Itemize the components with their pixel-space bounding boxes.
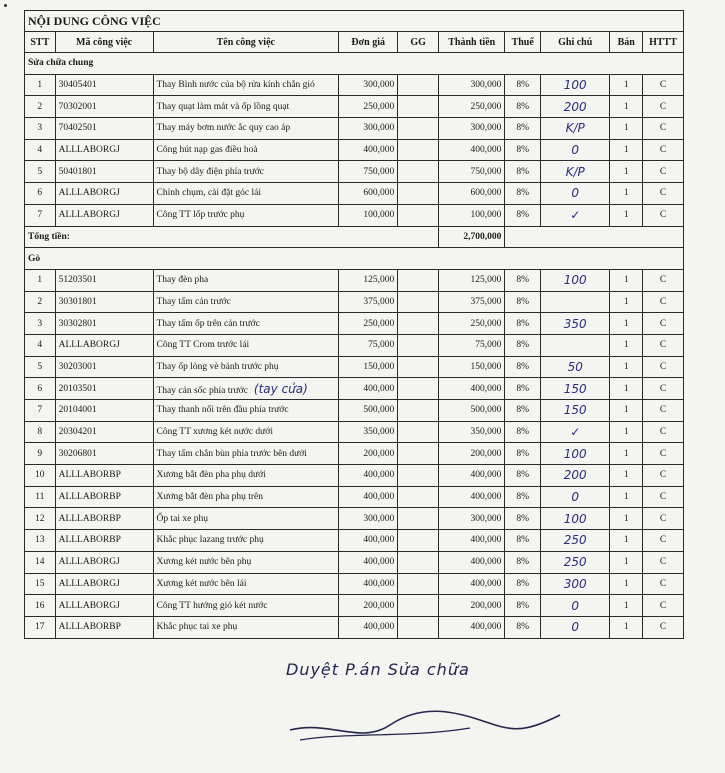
table-row: [25, 183, 684, 205]
table-row: [25, 616, 684, 638]
cell-note: 0: [541, 183, 610, 205]
cell-code: ALLLABORBP: [55, 465, 153, 487]
cell-note: 0: [541, 139, 610, 161]
cell-note: 0: [541, 595, 610, 617]
table-row: [25, 595, 684, 617]
cell-price: 300,000: [339, 74, 398, 96]
column-header: Bán: [610, 32, 643, 53]
cell-httt: C: [643, 486, 684, 508]
cell-httt: C: [643, 400, 684, 422]
cell-name: Thay ốp lòng vè bánh trước phụ: [153, 356, 339, 378]
cell-note: 200: [541, 96, 610, 118]
cell-name: Xương két nước bên phụ: [153, 551, 339, 573]
cell-code: 20304201: [55, 421, 153, 443]
table-row: [25, 486, 684, 508]
cell-gg: [398, 551, 439, 573]
cell-amount: 250,000: [439, 313, 505, 335]
cell-tax: 8%: [505, 465, 541, 487]
cell-code: 20103501: [55, 378, 153, 400]
cell-name: Thay thanh nối trên đầu phía trước: [153, 400, 339, 422]
cell-gg: [398, 269, 439, 291]
cell-stt: 7: [25, 400, 56, 422]
cell-name: Thay bộ dây điện phía trước: [153, 161, 339, 183]
cell-ban: 1: [610, 573, 643, 595]
cell-amount: 250,000: [439, 96, 505, 118]
total-row: [25, 226, 684, 248]
cell-ban: 1: [610, 139, 643, 161]
cell-tax: 8%: [505, 74, 541, 96]
cell-ban: 1: [610, 291, 643, 313]
cell-tax: 8%: [505, 508, 541, 530]
cell-tax: 8%: [505, 161, 541, 183]
cell-note: 100: [541, 74, 610, 96]
cell-tax: 8%: [505, 443, 541, 465]
cell-tax: 8%: [505, 595, 541, 617]
cell-tax: 8%: [505, 616, 541, 638]
cell-gg: [398, 400, 439, 422]
cell-httt: C: [643, 595, 684, 617]
cell-tax: 8%: [505, 356, 541, 378]
cell-code: ALLLABORBP: [55, 616, 153, 638]
cell-stt: 8: [25, 421, 56, 443]
cell-stt: 14: [25, 551, 56, 573]
cell-price: 400,000: [339, 139, 398, 161]
cell-stt: 6: [25, 378, 56, 400]
cell-code: 51203501: [55, 269, 153, 291]
cell-ban: 1: [610, 595, 643, 617]
cell-httt: C: [643, 204, 684, 226]
cell-gg: [398, 421, 439, 443]
total-value: 2,700,000: [439, 226, 505, 248]
cell-note: ✓: [541, 204, 610, 226]
work-table: [24, 10, 684, 639]
cell-name: Thay máy bơm nước ắc quy cao áp: [153, 118, 339, 140]
cell-code: 20104001: [55, 400, 153, 422]
cell-note: [541, 291, 610, 313]
cell-ban: 1: [610, 530, 643, 552]
cell-amount: 200,000: [439, 443, 505, 465]
cell-httt: C: [643, 291, 684, 313]
cell-ban: 1: [610, 269, 643, 291]
cell-code: 70402501: [55, 118, 153, 140]
cell-amount: 150,000: [439, 356, 505, 378]
cell-note: ✓: [541, 421, 610, 443]
column-header: HTTT: [643, 32, 684, 53]
cell-price: 250,000: [339, 313, 398, 335]
cell-amount: 100,000: [439, 204, 505, 226]
cell-stt: 5: [25, 161, 56, 183]
cell-name: Thay tấm chắn bùn phía trước bên dưới: [153, 443, 339, 465]
cell-gg: [398, 291, 439, 313]
column-header: Tên công việc: [153, 32, 339, 53]
cell-gg: [398, 96, 439, 118]
cell-gg: [398, 465, 439, 487]
column-header: Mã công việc: [55, 32, 153, 53]
cell-note: 50: [541, 356, 610, 378]
cell-stt: 10: [25, 465, 56, 487]
cell-code: 30203001: [55, 356, 153, 378]
cell-note: 200: [541, 465, 610, 487]
cell-code: ALLLABORBP: [55, 508, 153, 530]
cell-tax: 8%: [505, 269, 541, 291]
section-row: [25, 248, 684, 270]
signature-scribble: [270, 690, 570, 750]
cell-amount: 300,000: [439, 74, 505, 96]
table-row: [25, 313, 684, 335]
cell-code: ALLLABORGJ: [55, 183, 153, 205]
cell-httt: C: [643, 421, 684, 443]
cell-httt: C: [643, 183, 684, 205]
cell-gg: [398, 118, 439, 140]
cell-price: 200,000: [339, 443, 398, 465]
cell-stt: 2: [25, 291, 56, 313]
cell-price: 200,000: [339, 595, 398, 617]
cell-gg: [398, 573, 439, 595]
cell-amount: 75,000: [439, 334, 505, 356]
cell-gg: [398, 378, 439, 400]
approval-signature-text: Duyệt P.án Sửa chữa: [286, 660, 470, 679]
cell-stt: 17: [25, 616, 56, 638]
cell-name: Thay tấm cản trước: [153, 291, 339, 313]
cell-code: 50401801: [55, 161, 153, 183]
cell-price: 400,000: [339, 530, 398, 552]
cell-tax: 8%: [505, 204, 541, 226]
cell-tax: 8%: [505, 400, 541, 422]
total-empty: [505, 226, 684, 248]
cell-tax: 8%: [505, 291, 541, 313]
table-row: [25, 573, 684, 595]
table-row: [25, 508, 684, 530]
cell-price: 100,000: [339, 204, 398, 226]
section-row: [25, 53, 684, 75]
table-row: [25, 334, 684, 356]
cell-price: 300,000: [339, 118, 398, 140]
cell-tax: 8%: [505, 334, 541, 356]
cell-stt: 11: [25, 486, 56, 508]
cell-note: 300: [541, 573, 610, 595]
cell-price: 150,000: [339, 356, 398, 378]
cell-price: 400,000: [339, 378, 398, 400]
cell-httt: C: [643, 139, 684, 161]
cell-price: 600,000: [339, 183, 398, 205]
cell-name: Thay tấm ốp trên cản trước: [153, 313, 339, 335]
cell-price: 125,000: [339, 269, 398, 291]
cell-httt: C: [643, 118, 684, 140]
column-header: Ghi chú: [541, 32, 610, 53]
handwritten-annotation: (tay cửa): [253, 381, 308, 396]
total-label: Tổng tiền:: [25, 226, 439, 248]
cell-gg: [398, 313, 439, 335]
column-header: GG: [398, 32, 439, 53]
cell-httt: C: [643, 161, 684, 183]
cell-stt: 4: [25, 139, 56, 161]
cell-stt: 1: [25, 269, 56, 291]
column-header: Thuế: [505, 32, 541, 53]
cell-tax: 8%: [505, 551, 541, 573]
cell-code: ALLLABORGJ: [55, 595, 153, 617]
cell-ban: 1: [610, 616, 643, 638]
cell-ban: 1: [610, 74, 643, 96]
cell-tax: 8%: [505, 183, 541, 205]
cell-gg: [398, 356, 439, 378]
cell-price: 300,000: [339, 508, 398, 530]
cell-tax: 8%: [505, 486, 541, 508]
cell-httt: C: [643, 443, 684, 465]
cell-tax: 8%: [505, 313, 541, 335]
cell-tax: 8%: [505, 421, 541, 443]
cell-name: Công TT Crom trước lái: [153, 334, 339, 356]
cell-ban: 1: [610, 183, 643, 205]
cell-amount: 400,000: [439, 139, 505, 161]
cell-gg: [398, 183, 439, 205]
column-header: Đơn giá: [339, 32, 398, 53]
cell-price: 400,000: [339, 486, 398, 508]
table-row: [25, 161, 684, 183]
cell-note: 150: [541, 378, 610, 400]
cell-amount: 400,000: [439, 378, 505, 400]
cell-note: 350: [541, 313, 610, 335]
table-row: [25, 378, 684, 400]
table-row: [25, 400, 684, 422]
cell-price: 400,000: [339, 616, 398, 638]
cell-ban: 1: [610, 356, 643, 378]
cell-ban: 1: [610, 486, 643, 508]
table-row: [25, 291, 684, 313]
cell-stt: 1: [25, 74, 56, 96]
cell-httt: C: [643, 508, 684, 530]
cell-httt: C: [643, 96, 684, 118]
cell-stt: 2: [25, 96, 56, 118]
cell-gg: [398, 204, 439, 226]
cell-amount: 400,000: [439, 465, 505, 487]
column-header: Thành tiền: [439, 32, 505, 53]
cell-price: 375,000: [339, 291, 398, 313]
cell-name: Xương bắt đèn pha phụ dưới: [153, 465, 339, 487]
cell-code: ALLLABORGJ: [55, 573, 153, 595]
cell-gg: [398, 443, 439, 465]
table-row: [25, 443, 684, 465]
cell-gg: [398, 139, 439, 161]
scan-dot: [4, 4, 7, 7]
cell-note: [541, 334, 610, 356]
cell-code: ALLLABORGJ: [55, 139, 153, 161]
cell-name: Công TT xương két nước dưới: [153, 421, 339, 443]
cell-ban: 1: [610, 421, 643, 443]
cell-ban: 1: [610, 465, 643, 487]
cell-amount: 400,000: [439, 551, 505, 573]
cell-price: 250,000: [339, 96, 398, 118]
cell-amount: 300,000: [439, 508, 505, 530]
cell-amount: 350,000: [439, 421, 505, 443]
cell-stt: 12: [25, 508, 56, 530]
table-row: [25, 421, 684, 443]
cell-code: 30405401: [55, 74, 153, 96]
cell-code: 70302001: [55, 96, 153, 118]
cell-ban: 1: [610, 118, 643, 140]
table-row: [25, 204, 684, 226]
cell-code: 30302801: [55, 313, 153, 335]
cell-price: 500,000: [339, 400, 398, 422]
cell-httt: C: [643, 378, 684, 400]
section-title: Sửa chữa chung: [25, 53, 684, 75]
cell-code: 30301801: [55, 291, 153, 313]
cell-amount: 400,000: [439, 486, 505, 508]
cell-ban: 1: [610, 313, 643, 335]
cell-gg: [398, 595, 439, 617]
cell-name: Xương bắt đèn pha phụ trên: [153, 486, 339, 508]
cell-ban: 1: [610, 334, 643, 356]
cell-tax: 8%: [505, 530, 541, 552]
cell-note: 250: [541, 530, 610, 552]
table-row: [25, 530, 684, 552]
cell-tax: 8%: [505, 96, 541, 118]
cell-httt: C: [643, 616, 684, 638]
cell-amount: 500,000: [439, 400, 505, 422]
cell-stt: 16: [25, 595, 56, 617]
table-row: [25, 96, 684, 118]
cell-httt: C: [643, 334, 684, 356]
cell-ban: 1: [610, 443, 643, 465]
cell-amount: 375,000: [439, 291, 505, 313]
cell-code: ALLLABORBP: [55, 530, 153, 552]
cell-code: 30206801: [55, 443, 153, 465]
cell-stt: 7: [25, 204, 56, 226]
cell-amount: 400,000: [439, 530, 505, 552]
cell-price: 350,000: [339, 421, 398, 443]
cell-price: 750,000: [339, 161, 398, 183]
cell-name: Chỉnh chụm, cài đặt góc lái: [153, 183, 339, 205]
section-title: Gò: [25, 248, 684, 270]
cell-stt: 15: [25, 573, 56, 595]
cell-price: 400,000: [339, 551, 398, 573]
cell-httt: C: [643, 573, 684, 595]
cell-ban: 1: [610, 551, 643, 573]
cell-code: ALLLABORBP: [55, 486, 153, 508]
cell-ban: 1: [610, 400, 643, 422]
cell-httt: C: [643, 269, 684, 291]
cell-note: 0: [541, 616, 610, 638]
table-row: [25, 551, 684, 573]
cell-name: Ốp tai xe phụ: [153, 508, 339, 530]
cell-httt: C: [643, 530, 684, 552]
cell-httt: C: [643, 313, 684, 335]
cell-ban: 1: [610, 161, 643, 183]
cell-note: 100: [541, 508, 610, 530]
cell-stt: 5: [25, 356, 56, 378]
cell-note: 100: [541, 443, 610, 465]
work-content-sheet: [24, 10, 684, 639]
cell-name: Xương két nước bên lái: [153, 573, 339, 595]
cell-amount: 300,000: [439, 118, 505, 140]
cell-code: ALLLABORGJ: [55, 204, 153, 226]
cell-httt: C: [643, 356, 684, 378]
cell-price: 75,000: [339, 334, 398, 356]
cell-name: Công TT hướng gió két nước: [153, 595, 339, 617]
cell-stt: 9: [25, 443, 56, 465]
cell-tax: 8%: [505, 118, 541, 140]
cell-stt: 4: [25, 334, 56, 356]
cell-gg: [398, 74, 439, 96]
cell-gg: [398, 508, 439, 530]
cell-name: Thay cản sốc phía trước (tay cửa): [153, 378, 339, 400]
cell-httt: C: [643, 465, 684, 487]
cell-name: Khắc phục lazang trước phụ: [153, 530, 339, 552]
table-row: [25, 465, 684, 487]
cell-ban: 1: [610, 508, 643, 530]
cell-httt: C: [643, 74, 684, 96]
cell-httt: C: [643, 551, 684, 573]
cell-note: K/P: [541, 161, 610, 183]
cell-price: 400,000: [339, 465, 398, 487]
cell-amount: 125,000: [439, 269, 505, 291]
table-title: NỘI DUNG CÔNG VIỆC: [25, 11, 684, 32]
cell-gg: [398, 161, 439, 183]
cell-gg: [398, 530, 439, 552]
cell-tax: 8%: [505, 139, 541, 161]
cell-name: Thay quạt làm mát và ốp lồng quạt: [153, 96, 339, 118]
cell-name: Thay đèn pha: [153, 269, 339, 291]
cell-note: 0: [541, 486, 610, 508]
cell-note: 150: [541, 400, 610, 422]
cell-note: 250: [541, 551, 610, 573]
cell-code: ALLLABORGJ: [55, 551, 153, 573]
table-row: [25, 74, 684, 96]
column-header: STT: [25, 32, 56, 53]
cell-gg: [398, 616, 439, 638]
cell-stt: 6: [25, 183, 56, 205]
cell-gg: [398, 334, 439, 356]
cell-amount: 600,000: [439, 183, 505, 205]
cell-stt: 3: [25, 313, 56, 335]
cell-name: Khắc phục tai xe phụ: [153, 616, 339, 638]
table-row: [25, 139, 684, 161]
cell-name: Công TT lốp trước phụ: [153, 204, 339, 226]
cell-name: Thay Bình nước của bộ rửa kính chắn gió: [153, 74, 339, 96]
cell-amount: 750,000: [439, 161, 505, 183]
table-row: [25, 118, 684, 140]
cell-amount: 400,000: [439, 573, 505, 595]
header-row: [25, 32, 684, 53]
cell-ban: 1: [610, 96, 643, 118]
cell-note: K/P: [541, 118, 610, 140]
cell-ban: 1: [610, 204, 643, 226]
cell-price: 400,000: [339, 573, 398, 595]
cell-gg: [398, 486, 439, 508]
cell-stt: 3: [25, 118, 56, 140]
table-row: [25, 269, 684, 291]
cell-stt: 13: [25, 530, 56, 552]
table-row: [25, 356, 684, 378]
cell-amount: 400,000: [439, 616, 505, 638]
cell-note: 100: [541, 269, 610, 291]
cell-ban: 1: [610, 378, 643, 400]
cell-amount: 200,000: [439, 595, 505, 617]
cell-tax: 8%: [505, 378, 541, 400]
cell-name: Công hút nạp gas điều hoà: [153, 139, 339, 161]
cell-code: ALLLABORGJ: [55, 334, 153, 356]
cell-tax: 8%: [505, 573, 541, 595]
